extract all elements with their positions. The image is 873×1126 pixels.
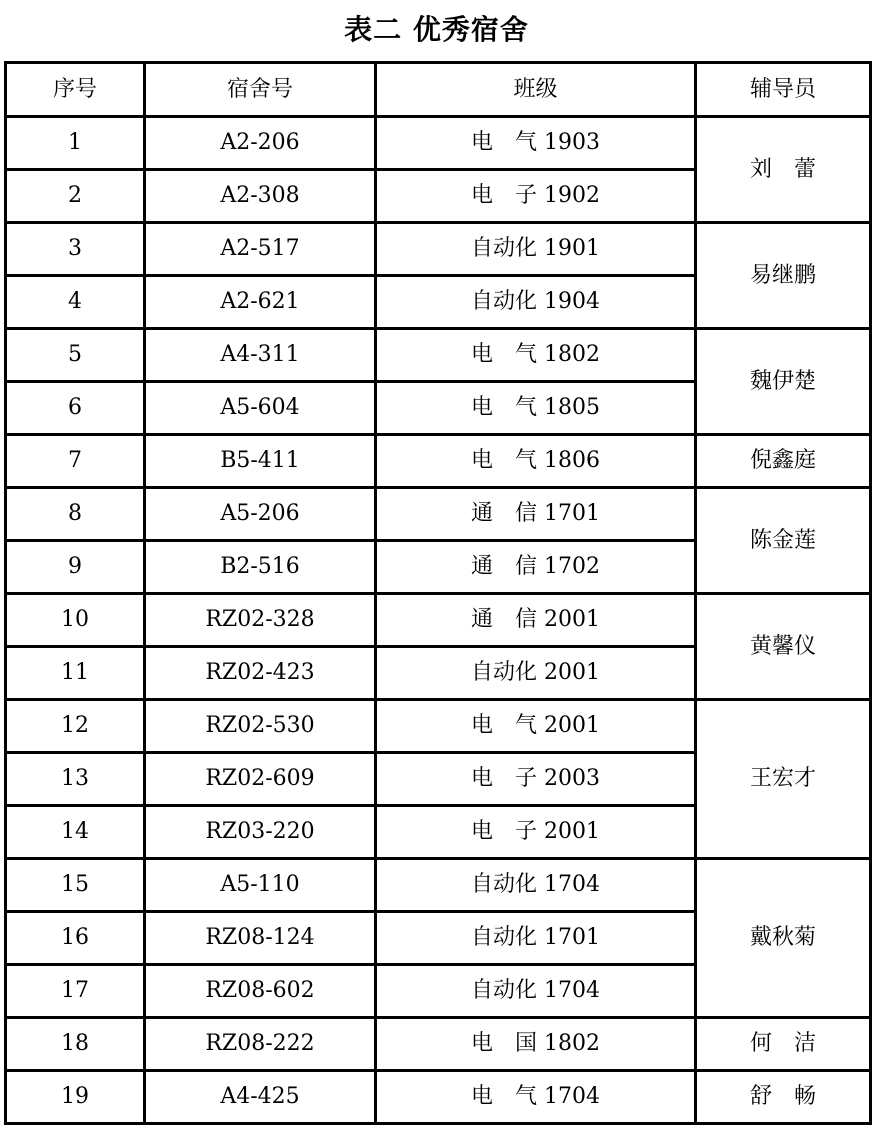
- counselor-cell: 刘 蕾: [696, 117, 871, 223]
- serial-number-cell: 2: [6, 170, 145, 223]
- dorm-number-cell: A4-425: [145, 1071, 376, 1124]
- class-cell: 通 信 2001: [376, 594, 696, 647]
- table-row: [6, 223, 871, 276]
- class-cell: 自动化 1904: [376, 276, 696, 329]
- dorm-number-cell: A2-517: [145, 223, 376, 276]
- dorm-number-cell: A2-206: [145, 117, 376, 170]
- counselor-cell: 黄馨仪: [696, 594, 871, 700]
- serial-number-cell: 9: [6, 541, 145, 594]
- serial-number-cell: 1: [6, 117, 145, 170]
- table-row: [6, 1071, 871, 1124]
- table-row: [6, 329, 871, 382]
- dorm-number-cell: RZ08-124: [145, 912, 376, 965]
- dorm-number-cell: RZ02-328: [145, 594, 376, 647]
- counselor-cell: 魏伊楚: [696, 329, 871, 435]
- table-row: [6, 435, 871, 488]
- dorm-number-cell: A4-311: [145, 329, 376, 382]
- serial-number-cell: 11: [6, 647, 145, 700]
- class-cell: 电 国 1802: [376, 1018, 696, 1071]
- dorm-number-cell: RZ02-423: [145, 647, 376, 700]
- dorm-number-cell: RZ08-602: [145, 965, 376, 1018]
- serial-number-cell: 5: [6, 329, 145, 382]
- header-dorm-number: 宿舍号: [145, 63, 376, 117]
- serial-number-cell: 17: [6, 965, 145, 1018]
- serial-number-cell: 18: [6, 1018, 145, 1071]
- counselor-cell: 戴秋菊: [696, 859, 871, 1018]
- dorm-number-cell: A5-110: [145, 859, 376, 912]
- class-cell: 电 气 2001: [376, 700, 696, 753]
- dorm-number-cell: A5-604: [145, 382, 376, 435]
- header-counselor: 辅导员: [696, 63, 871, 117]
- counselor-cell: 易继鹏: [696, 223, 871, 329]
- serial-number-cell: 16: [6, 912, 145, 965]
- table-row: [6, 117, 871, 170]
- serial-number-cell: 3: [6, 223, 145, 276]
- class-cell: 电 子 2003: [376, 753, 696, 806]
- serial-number-cell: 15: [6, 859, 145, 912]
- table-row: [6, 1018, 871, 1071]
- serial-number-cell: 12: [6, 700, 145, 753]
- class-cell: 自动化 1704: [376, 859, 696, 912]
- class-cell: 自动化 1701: [376, 912, 696, 965]
- dorm-number-cell: RZ03-220: [145, 806, 376, 859]
- table-row: [6, 859, 871, 912]
- counselor-cell: 陈金莲: [696, 488, 871, 594]
- counselor-cell: 倪鑫庭: [696, 435, 871, 488]
- class-cell: 通 信 1701: [376, 488, 696, 541]
- class-cell: 电 子 2001: [376, 806, 696, 859]
- counselor-cell: 王宏才: [696, 700, 871, 859]
- class-cell: 自动化 1901: [376, 223, 696, 276]
- serial-number-cell: 7: [6, 435, 145, 488]
- class-cell: 自动化 1704: [376, 965, 696, 1018]
- serial-number-cell: 6: [6, 382, 145, 435]
- serial-number-cell: 8: [6, 488, 145, 541]
- header-row: [6, 63, 871, 117]
- header-serial-number: 序号: [6, 63, 145, 117]
- serial-number-cell: 4: [6, 276, 145, 329]
- class-cell: 电 气 1805: [376, 382, 696, 435]
- serial-number-cell: 14: [6, 806, 145, 859]
- serial-number-cell: 13: [6, 753, 145, 806]
- dorm-number-cell: RZ08-222: [145, 1018, 376, 1071]
- dorm-number-cell: A2-621: [145, 276, 376, 329]
- dorm-number-cell: RZ02-530: [145, 700, 376, 753]
- class-cell: 电 气 1806: [376, 435, 696, 488]
- class-cell: 电 气 1704: [376, 1071, 696, 1124]
- table-row: [6, 594, 871, 647]
- dorm-number-cell: B2-516: [145, 541, 376, 594]
- class-cell: 自动化 2001: [376, 647, 696, 700]
- dorm-number-cell: RZ02-609: [145, 753, 376, 806]
- serial-number-cell: 10: [6, 594, 145, 647]
- header-class: 班级: [376, 63, 696, 117]
- counselor-cell: 舒 畅: [696, 1071, 871, 1124]
- class-cell: 电 子 1902: [376, 170, 696, 223]
- class-cell: 通 信 1702: [376, 541, 696, 594]
- dorm-number-cell: A2-308: [145, 170, 376, 223]
- dorm-number-cell: B5-411: [145, 435, 376, 488]
- class-cell: 电 气 1802: [376, 329, 696, 382]
- table-row: [6, 488, 871, 541]
- page-title: 表二 优秀宿舍: [344, 13, 529, 46]
- counselor-cell: 何 洁: [696, 1018, 871, 1071]
- dorm-number-cell: A5-206: [145, 488, 376, 541]
- table-row: [6, 700, 871, 753]
- table-body: [6, 117, 871, 1124]
- class-cell: 电 气 1903: [376, 117, 696, 170]
- serial-number-cell: 19: [6, 1071, 145, 1124]
- dormitory-table: [4, 61, 872, 1125]
